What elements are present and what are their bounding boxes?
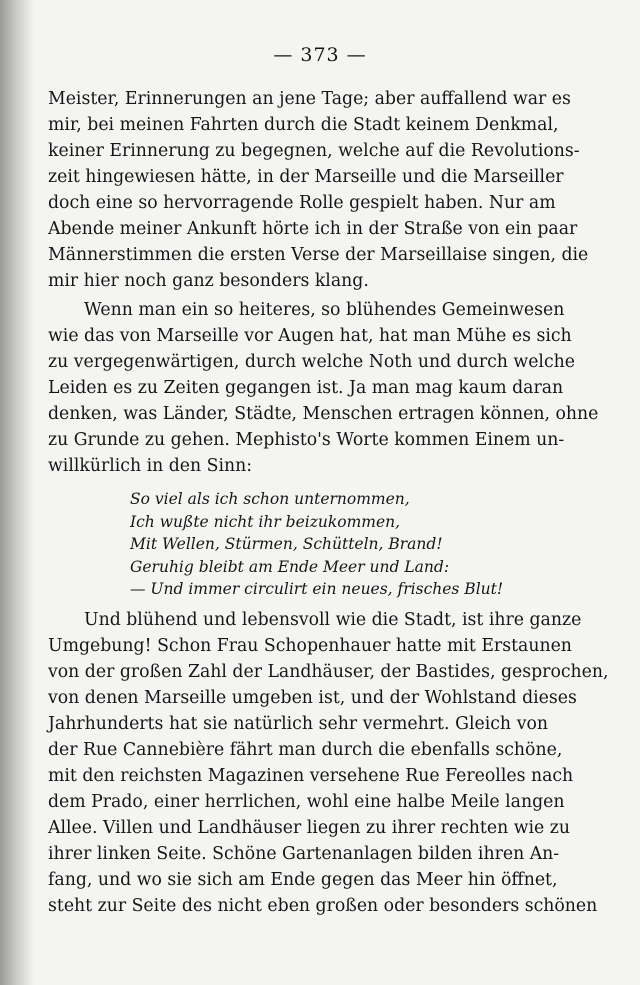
poem-line: Mit Wellen, Stürmen, Schütteln, Brand! bbox=[130, 535, 443, 553]
page-number: — 373 — bbox=[273, 44, 367, 66]
text-line: der Rue Cannebière fährt man durch die ebenfalls schöne, bbox=[48, 740, 563, 760]
text-line: mit den reichsten Magazinen versehene Rue Fereolles nach bbox=[48, 766, 574, 786]
page-edge-shadow bbox=[0, 0, 34, 985]
text-line: fang, und wo sie sich am Ende gegen das Meer hin öffnet, bbox=[48, 870, 558, 890]
poem-line: So viel als ich schon unternommen, bbox=[130, 490, 410, 508]
text-line: Wenn man ein so heiteres, so blühendes Gemeinwesen bbox=[84, 300, 565, 320]
text-line: von denen Marseille umgeben ist, und der Wohlstand dieses bbox=[48, 688, 577, 708]
paragraph-3 bbox=[48, 607, 609, 919]
poem-line: Geruhig bleibt am Ende Meer und Land: bbox=[130, 557, 450, 576]
poem-quote bbox=[130, 488, 530, 601]
main-text-lower bbox=[48, 607, 609, 919]
poem-line: — Und immer circulirt ein neues, frisches Blut! bbox=[130, 580, 504, 598]
text-line: von der großen Zahl der Landhäuser, der Bastides, gesprochen, bbox=[48, 662, 609, 682]
text-line: mir, bei meinen Fahrten durch die Stadt keinem Denkmal, bbox=[48, 115, 559, 135]
text-line: wie das von Marseille vor Augen hat, hat man Mühe es sich bbox=[48, 326, 572, 346]
text-line: Männerstimmen die ersten Verse der Marseillaise singen, die bbox=[48, 245, 589, 265]
text-line: Jahrhunderts hat sie natürlich sehr vermehrt. Gleich von bbox=[48, 714, 548, 734]
text-line: Allee. Villen und Landhäuser liegen zu ihrer rechten wie zu bbox=[48, 818, 570, 838]
text-line: Umgebung! Schon Frau Schopenhauer hatte mit Erstaunen bbox=[48, 636, 572, 656]
text-line: keiner Erinnerung zu begegnen, welche auf die Revolutions- bbox=[48, 141, 580, 161]
main-text-upper bbox=[48, 86, 599, 479]
text-line: dem Prado, einer herrlichen, wohl eine halbe Meile langen bbox=[48, 792, 565, 812]
text-line: denken, was Länder, Städte, Menschen ertragen können, ohne bbox=[48, 404, 599, 424]
text-line: Leiden es zu Zeiten gegangen ist. Ja man mag kaum daran bbox=[48, 378, 564, 398]
text-line: mir hier noch ganz besonders klang. bbox=[48, 271, 369, 291]
text-line: steht zur Seite des nicht eben großen oder besonders schönen bbox=[48, 896, 598, 916]
text-line: Meister, Erinnerungen an jene Tage; aber auffallend war es bbox=[48, 89, 571, 109]
text-line: Abende meiner Ankunft hörte ich in der Straße von ein paar bbox=[48, 219, 578, 239]
text-line: doch eine so hervorragende Rolle gespielt haben. Nur am bbox=[48, 193, 556, 213]
text-line: zu vergegenwärtigen, durch welche Noth und durch welche bbox=[48, 352, 575, 372]
text-line: Und blühend und lebensvoll wie die Stadt, ist ihre ganze bbox=[84, 610, 582, 630]
text-line: willkürlich in den Sinn: bbox=[48, 456, 253, 476]
text-line: ihrer linken Seite. Schöne Gartenanlagen bilden ihren An- bbox=[48, 844, 560, 864]
paragraph-1 bbox=[48, 86, 589, 294]
poem-line: Ich wußte nicht ihr beizukommen, bbox=[130, 512, 401, 531]
text-line: zu Grunde zu gehen. Mephisto's Worte kommen Einem un- bbox=[48, 430, 565, 450]
paragraph-2 bbox=[48, 297, 599, 479]
text-line: zeit hingewiesen hätte, in der Marseille und die Marseiller bbox=[48, 167, 564, 187]
